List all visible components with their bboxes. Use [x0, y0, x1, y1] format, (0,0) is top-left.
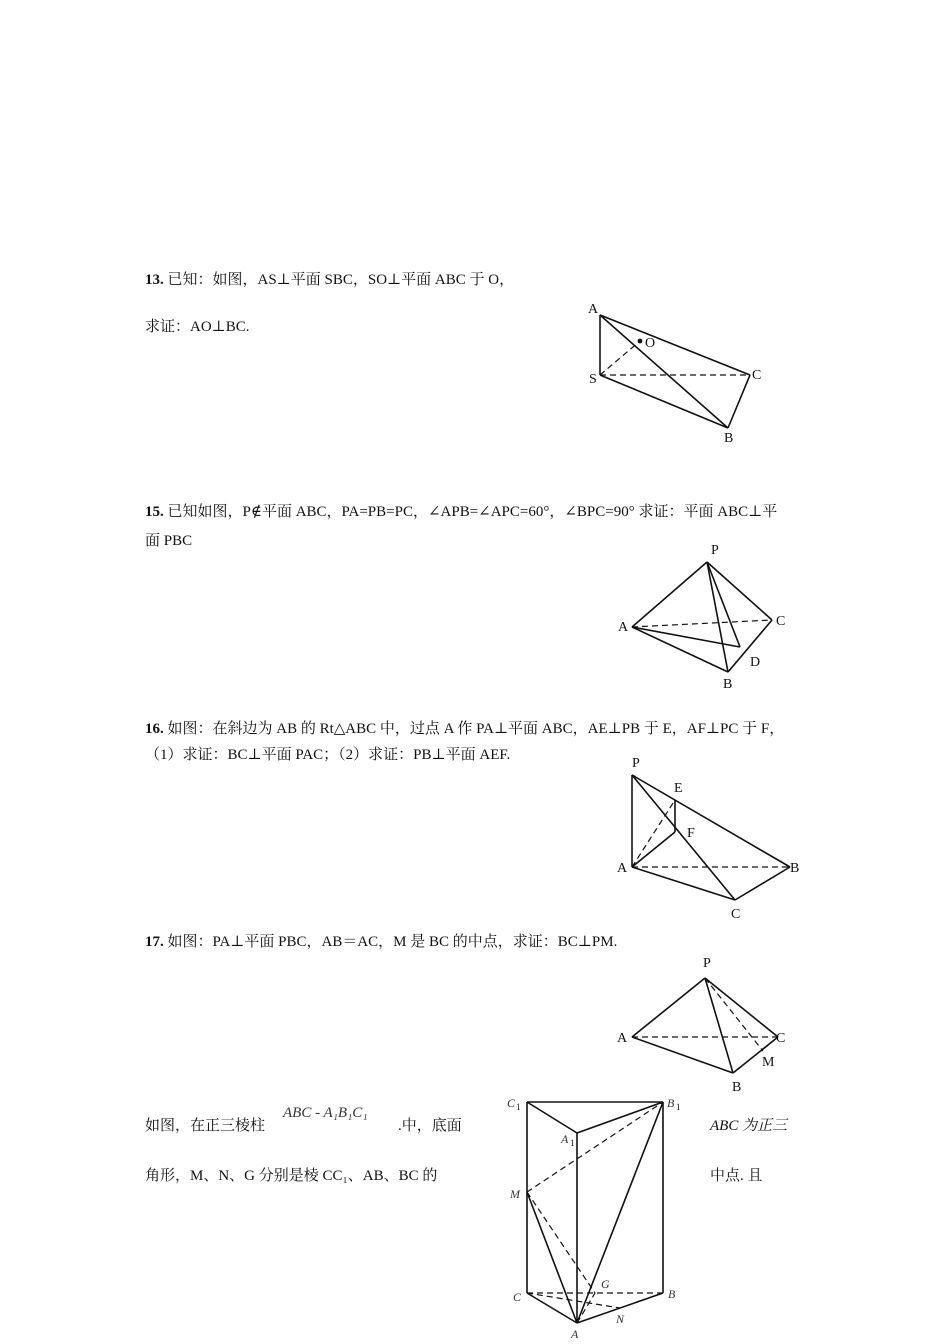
problem-18-line1-mid: .中，底面 — [398, 1118, 462, 1134]
figure-17 — [610, 950, 810, 1100]
label-a1: A — [561, 1132, 569, 1146]
problem-13-statement: 已知：如图，AS⊥平面 SBC，SO⊥平面 ABC 于 O， — [167, 272, 515, 288]
problem-18-line2-right: 中点. 且 — [710, 1168, 763, 1184]
label-a: A — [617, 1031, 628, 1046]
problem-15-line1 — [145, 502, 777, 522]
problem-16-line2: （1）求证：BC⊥平面 PAC；（2）求证：PB⊥平面 AEF. — [145, 747, 511, 763]
label-c: C — [776, 614, 786, 629]
problem-16-line1 — [145, 719, 784, 739]
label-a: A — [571, 1327, 579, 1341]
label-b: B — [668, 1287, 676, 1301]
label-s: S — [589, 372, 597, 387]
problem-18-line1-right: ABC 为正三 — [710, 1118, 788, 1134]
point-o — [638, 339, 643, 344]
problem-15-number: 15. — [145, 504, 164, 520]
label-g: G — [601, 1277, 610, 1291]
problem-18-line1-left — [145, 1116, 265, 1136]
problem-17-statement: 如图：PA⊥平面 PBC，AB＝AC，M 是 BC 的中点，求证：BC⊥PM. — [167, 934, 618, 950]
label-b: B — [790, 861, 800, 876]
problem-13-line2: 求证：AO⊥BC. — [145, 319, 250, 335]
label-c: C — [513, 1290, 522, 1304]
label-b1-sub: 1 — [676, 1102, 681, 1112]
figure-15 — [610, 535, 800, 695]
label-p: P — [632, 756, 640, 771]
problem-18-line2-left: 角形，M、N、G 分别是棱 CC₁、AB、BC 的 — [145, 1168, 438, 1184]
problem-18-intro: 如图，在正三棱柱 — [145, 1118, 266, 1134]
problem-13-line1 — [145, 270, 514, 290]
label-d: D — [750, 655, 761, 670]
problem-13-number: 13. — [145, 272, 164, 288]
label-e: E — [674, 781, 683, 796]
problem-18-formula: ABC - A₁B₁C₁ — [283, 1105, 368, 1121]
label-c1-sub: 1 — [516, 1102, 521, 1112]
label-b: B — [732, 1080, 742, 1095]
label-o: O — [645, 336, 656, 351]
label-f: F — [687, 826, 695, 841]
label-p: P — [703, 956, 711, 971]
label-a: A — [588, 302, 599, 317]
label-a1-sub: 1 — [570, 1138, 575, 1148]
label-c: C — [752, 368, 762, 383]
label-m: M — [762, 1055, 775, 1070]
problem-15-statement: 已知如图，P∉平面 ABC，PA=PB=PC，∠APB=∠APC=60°，∠BPC=90° 求证：平面 ABC⊥平 — [167, 504, 778, 520]
label-p: P — [711, 543, 719, 558]
problem-16-statement: 如图：在斜边为 AB 的 Rt△ABC 中，过点 A 作 PA⊥平面 ABC，AE⊥PB 于 E，AF⊥PC 于 F， — [167, 721, 785, 737]
label-a: A — [618, 620, 629, 635]
label-c1: C — [507, 1096, 516, 1110]
problem-17-number: 17. — [145, 934, 164, 950]
problem-17-line1 — [145, 932, 617, 952]
label-c: C — [776, 1031, 786, 1046]
label-c: C — [731, 907, 741, 922]
problem-15-line2: 面 PBC — [145, 533, 193, 549]
problem-16-number: 16. — [145, 721, 164, 737]
label-b: B — [723, 677, 733, 692]
figure-prism — [500, 1085, 700, 1340]
label-n: N — [616, 1312, 625, 1326]
figure-13 — [580, 295, 780, 455]
label-b1: B — [667, 1096, 675, 1110]
label-m: M — [510, 1187, 520, 1201]
label-b: B — [724, 431, 734, 446]
label-a: A — [617, 861, 628, 876]
figure-16 — [610, 750, 810, 925]
